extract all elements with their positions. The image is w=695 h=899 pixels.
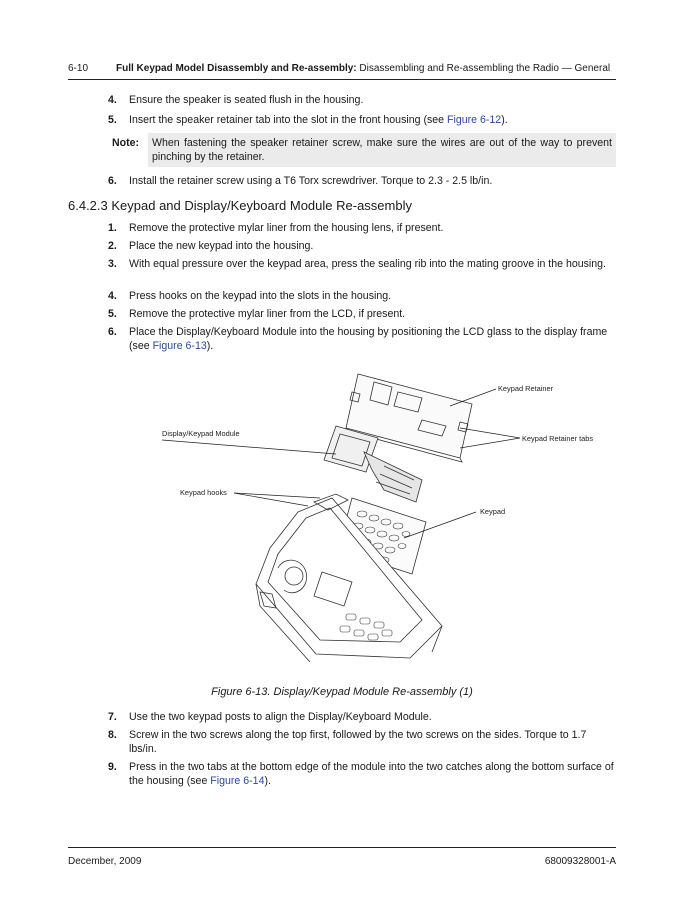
step-text: Place the new keypad into the housing. — [129, 240, 314, 252]
callout-keypad: Keypad — [480, 507, 506, 516]
step-number: 6. — [108, 326, 117, 338]
header-rule — [68, 79, 616, 80]
section-heading: 6.4.2.3 Keypad and Display/Keyboard Module Re-assembly — [68, 198, 412, 213]
figure-6-14-link[interactable]: Figure 6-14 — [210, 775, 265, 787]
callout-keypad-retainer: Keypad Retainer — [498, 384, 554, 393]
step-4 — [108, 289, 616, 303]
leader-retainer-tab-1 — [460, 428, 520, 438]
step-number: 8. — [108, 729, 117, 741]
step-number: 5. — [108, 114, 117, 126]
header-title-bold: Full Keypad Model Disassembly and Re-assembly: — [116, 63, 357, 74]
footer-date: December, 2009 — [68, 856, 142, 867]
step-text: Remove the protective mylar liner from the LCD, if present. — [129, 308, 406, 320]
note-label: Note: — [112, 137, 140, 149]
callout-keypad-retainer-tabs: Keypad Retainer tabs — [522, 434, 594, 443]
step-5 — [108, 307, 616, 321]
step-text: Press hooks on the keypad into the slots in the housing. — [129, 290, 392, 302]
footer-doc-number: 68009328001-A — [544, 856, 616, 867]
step-5-top — [108, 113, 616, 127]
note-block — [108, 133, 616, 167]
step-number: 4. — [108, 94, 117, 106]
callout-display-keypad-module: Display/Keypad Module — [162, 429, 240, 438]
leader-retainer-tab-2 — [460, 438, 520, 448]
leader-keypad-retainer — [450, 389, 496, 406]
step-text: Screw in the two screws along the top first, followed by the two screws on the sides. Torque to 1.7 lbs/in. — [129, 729, 587, 755]
step-9 — [108, 760, 616, 788]
step-text: Use the two keypad posts to align the Display/Keyboard Module. — [129, 711, 432, 723]
step-number: 9. — [108, 761, 117, 773]
step-text: Insert the speaker retainer tab into the slot in the front housing (see Figure 6-12). — [129, 114, 508, 126]
step-3 — [108, 257, 616, 271]
step-8 — [108, 728, 616, 756]
step-number: 6. — [108, 175, 117, 187]
figure-6-13-link[interactable]: Figure 6-13 — [152, 340, 207, 352]
step-6-top — [108, 174, 616, 188]
note-text: When fastening the speaker retainer screw, make sure the wires are out of the way to prevent pinching by the retainer. — [148, 133, 616, 167]
step-text: Remove the protective mylar liner from the housing lens, if present. — [129, 222, 444, 234]
step-text: With equal pressure over the keypad area, press the sealing rib into the mating groove in the housing. — [129, 258, 606, 270]
page-number: 6-10 — [68, 63, 89, 74]
callout-keypad-hooks: Keypad hooks — [180, 488, 227, 497]
header-title-rest: Disassembling and Re-assembling the Radio — General — [356, 63, 611, 74]
step-text: Install the retainer screw using a T6 Torx screwdriver. Torque to 2.3 - 2.5 lb/in. — [129, 175, 493, 187]
flex-cable-shape — [364, 452, 422, 502]
step-text: Place the Display/Keyboard Module into the housing by positioning the LCD glass to the display frame (see Figure 6-13). — [129, 326, 608, 352]
step-number: 3. — [108, 258, 117, 270]
step-4-top — [108, 93, 616, 107]
step-number: 1. — [108, 222, 117, 234]
exploded-view-figure — [160, 362, 620, 662]
step-7 — [108, 710, 616, 724]
step-number: 7. — [108, 711, 117, 723]
footer-rule — [68, 847, 616, 848]
step-number: 2. — [108, 240, 117, 252]
step-text: Press in the two tabs at the bottom edge of the module into the two catches along the bottom surface of the housing (see Figure 6-14). — [129, 761, 614, 787]
page-header — [68, 62, 616, 76]
step-6 — [108, 325, 616, 353]
step-number: 4. — [108, 290, 117, 302]
step-number: 5. — [108, 308, 117, 320]
step-2 — [108, 239, 616, 253]
leader-display-module — [162, 440, 336, 454]
figure-caption: Figure 6-13. Display/Keypad Module Re-assembly (1) — [211, 686, 473, 698]
step-text: Ensure the speaker is seated flush in the housing. — [129, 94, 364, 106]
step-1 — [108, 221, 616, 235]
figure-6-12-link[interactable]: Figure 6-12 — [447, 114, 502, 126]
exploded-view-drawing — [160, 362, 620, 662]
